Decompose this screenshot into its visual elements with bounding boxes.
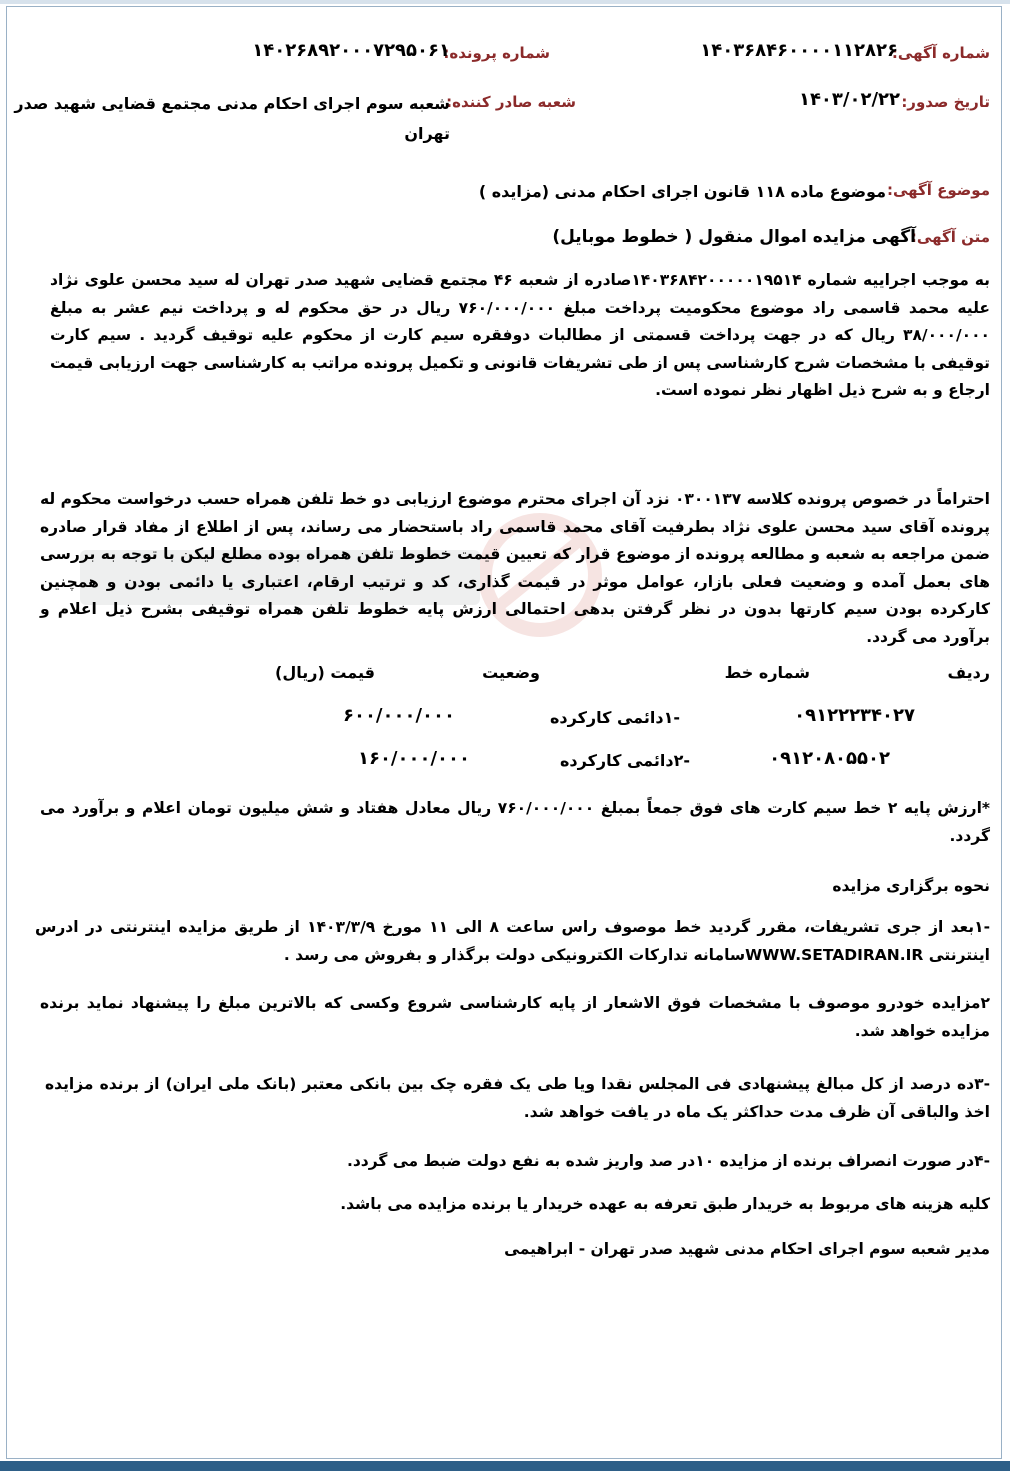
notice-text-title: آگهی مزایده اموال منقول ( خطوط موبایل) [552, 227, 916, 247]
table-row-1-line: ۰۹۱۲۲۲۳۴۰۲۷ [794, 705, 915, 726]
issue-date: ۱۴۰۳/۰۲/۲۲ [798, 89, 900, 110]
table-row-2-status: -۲دائمی کارکرده [559, 751, 690, 770]
subject-text: موضوع ماده ۱۱۸ قانون اجرای احکام مدنی (مزایده ) [478, 182, 886, 201]
top-strip [0, 0, 1010, 4]
table-row-2-price: ۱۶۰/۰۰۰/۰۰۰ [357, 748, 470, 769]
subject-label: موضوع آگهی: [886, 181, 990, 199]
case-number-label: شماره پرونده: [443, 44, 550, 62]
table-header-row: ردیف [947, 663, 990, 682]
paragraph-expert-report: احتراماً در خصوص پرونده کلاسه ۰۳۰۰۱۳۷ نزد آن اجرای محترم موضوع ارزیابی دو خط تلفن همراه حسب درخواست محکوم له پرونده آقای سید محسن علوی نژاد بطرفیت آقای محمد قاسمی راد باستحضار می رساند، پس از اطلاع از مفاد قرار صادره ضمن مراجعه به شعبه و مطالعه پرونده از موضوع قرار که تعیین قیمت خطوط تلفن همراه بوده مطلع لیکن با توجه به بررسی های بعمل آمده و وضعیت فعلی بازار، عوامل موثر در قیمت گذاری، کد و ترتیب ارقام، اعتباری یا دائمی بودن و همچنین کارکرده بودن سیم کارتها بدون در نظر گرفتن بدهی احتمالی ارزش پایه خطوط تلفن همراه توقیفی بشرح ذیل اعلام و برآورد می گردد. [40, 490, 990, 646]
auction-item-2: ۲مزایده خودرو موصوف با مشخصات فوق الاشعار از پایه کارشناسی شروع وکسی که بالاترین مبلغ را پیشنهاد نماید برنده مزایده خواهد شد. [40, 994, 990, 1040]
signature: مدیر شعبه سوم اجرای احکام مدنی شهید صدر تهران - ابراهیمی [504, 1240, 990, 1258]
auction-section-title: نحوه برگزاری مزایده [832, 877, 990, 895]
notice-number-label: شماره آگهی: [891, 44, 990, 62]
paragraph-execution: به موجب اجراییه شماره ۱۴۰۳۶۸۴۲۰۰۰۰۰۱۹۵۱۴صادره از شعبه ۴۶ مجتمع قضایی شهید صدر تهران له سید محسن علوی نژاد علیه محمد قاسمی راد موضوع محکومیت پرداخت مبلغ ۷۶۰/۰۰۰/۰۰۰ ریال در حق محکوم له و پرداخت نیم عشر به مبلغ ۳۸/۰۰۰/۰۰۰ ریال که در جهت پرداخت قسمتی از مطالبات دوفقره سیم کارت از محکوم علیه توقیف گردید . سیم کارت توقیفی با مشخصات شرح کارشناسی پس از طی تشریفات قانونی و تکمیل پرونده مراتب به کارشناسی جهت ارزیابی قیمت ارجاع و به شرح ذیل اظهار نظر نموده است. [50, 271, 991, 399]
table-row-1-price: ۶۰۰/۰۰۰/۰۰۰ [342, 705, 455, 726]
issue-date-label: تاریخ صدور: [901, 93, 990, 111]
table-header-status: وضعیت [482, 663, 540, 682]
issuing-branch-line1: شعبه سوم اجرای احکام مدنی مجتمع قضایی شهید صدر [14, 94, 450, 113]
bottom-bar [0, 1461, 1010, 1471]
table-row-1-status: -۱دائمی کارکرده [549, 708, 680, 727]
table-header-line-number: شماره خط [724, 663, 810, 682]
notice-text-label: متن آگهی: [910, 228, 990, 246]
auction-costs: کلیه هزینه های مربوط به خریدار طبق تعرفه به عهده خریدار یا برنده مزایده می باشد. [340, 1195, 990, 1213]
auction-item-4: -۴در صورت انصراف برنده از مزایده ۱۰در صد واریز شده به نفع دولت ضبط می گردد. [346, 1152, 990, 1170]
table-header-price: قیمت (ریال) [275, 663, 375, 682]
notice-number: ۱۴۰۳۶۸۴۶۰۰۰۰۱۱۲۸۲۶ [700, 40, 898, 61]
issuing-branch-line2: تهران [404, 124, 450, 143]
case-number: ۱۴۰۲۶۸۹۲۰۰۰۷۲۹۵۰۶۱ [252, 40, 450, 61]
total-value-note: *ارزش پایه ۲ خط سیم کارت های فوق جمعاً بمبلغ ۷۶۰/۰۰۰/۰۰۰ ریال معادل هفتاد و شش میلیون تومان اعلام و برآورد می گردد. [40, 799, 990, 845]
auction-item-1: -۱بعد از جری تشریفات، مقرر گردید خط موصوف راس ساعت ۸ الی ۱۱ مورخ ۱۴۰۳/۳/۹ از طریق مزایده اینترنتی در ادرس اینترنتی WWW.SETADIRAN.IRسامانه تدارکات الکترونیکی دولت برگذار و بفروش می رسد . [35, 918, 991, 964]
auction-item-3: -۳ده درصد از کل مبالغ پیشنهادی فی المجلس نقدا ویا طی یک فقره چک بین بانکی معتبر (بانک ملی ایران) از برنده مزایده اخذ والباقی آن ظرف مدت حداکثر یک ماه در یافت خواهد شد. [45, 1075, 990, 1121]
table-row-2-line: ۰۹۱۲۰۸۰۵۵۰۲ [769, 748, 890, 769]
issuing-branch-label: شعبه صادر کننده: [446, 93, 576, 111]
